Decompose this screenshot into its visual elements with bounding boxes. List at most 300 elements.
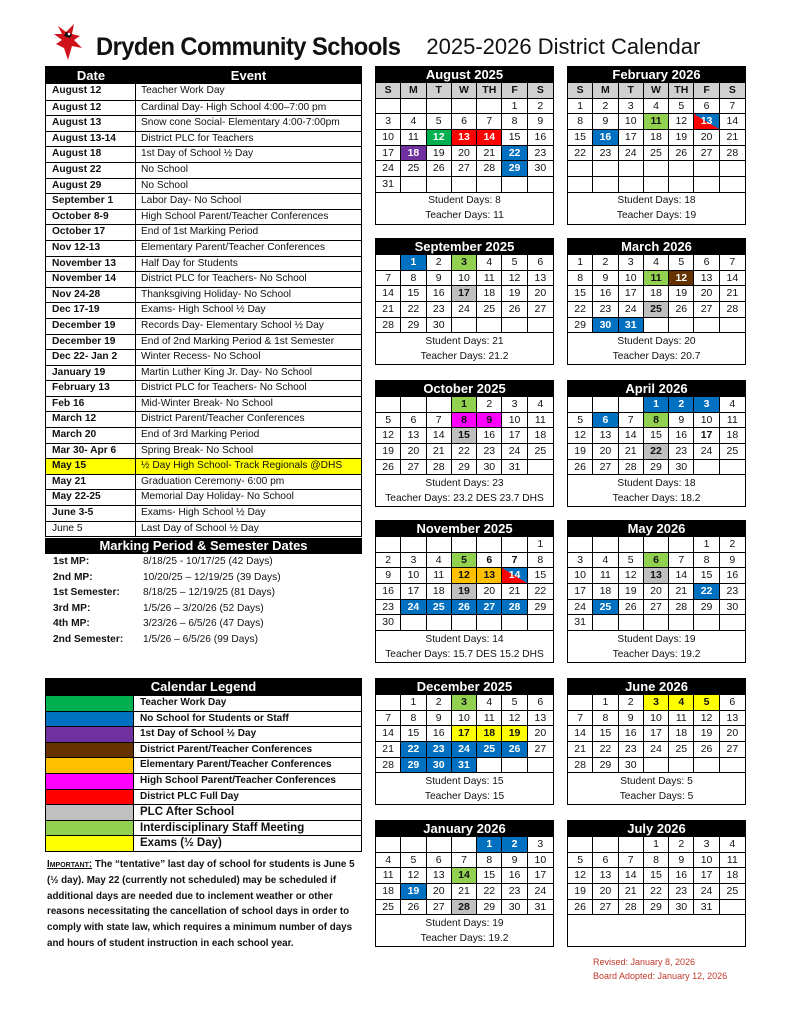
day-cell: 10	[502, 413, 527, 429]
student-days: Student Days: 18	[617, 195, 696, 207]
day-cell: 6	[694, 99, 719, 115]
empty-cell	[694, 758, 719, 774]
empty-cell	[477, 99, 502, 115]
day-cell: 9	[477, 413, 502, 429]
day-cell: 8	[401, 271, 426, 287]
day-cell: 27	[452, 161, 477, 177]
day-cell: 17	[401, 584, 426, 600]
empty-cell	[502, 615, 527, 631]
empty-cell	[376, 695, 401, 711]
day-cell: 8	[593, 711, 618, 727]
day-cell: 20	[401, 444, 426, 460]
day-cell: 7	[376, 711, 401, 727]
day-cell: 14	[452, 868, 477, 884]
day-cell: 11	[669, 711, 694, 727]
marking-period-label: 1st Semester:	[53, 587, 120, 598]
day-cell: 23	[720, 584, 745, 600]
day-cell: 5	[669, 99, 694, 115]
empty-cell	[376, 537, 401, 553]
event-description: End of 3rd Marking Period	[141, 429, 260, 441]
legend-item	[46, 820, 361, 836]
day-cell: 21	[669, 584, 694, 600]
day-cell: 2	[720, 537, 745, 553]
day-cell: 13	[477, 568, 502, 584]
day-cell: 24	[376, 161, 401, 177]
legend-label: Exams (½ Day)	[140, 837, 222, 850]
board-adopted-date: Board Adopted: January 12, 2026	[593, 971, 728, 981]
day-cell: 20	[593, 884, 618, 900]
day-cell: 22	[644, 444, 669, 460]
day-cell: 27	[694, 146, 719, 162]
legend-item	[46, 711, 361, 727]
day-cell: 16	[619, 726, 644, 742]
teacher-days: Teacher Days: 5	[619, 790, 694, 802]
event-row	[46, 489, 361, 505]
marking-period-label: 2nd Semester:	[53, 633, 124, 645]
student-days: Student Days: 21	[425, 335, 504, 347]
empty-cell	[376, 255, 401, 271]
empty-cell	[427, 177, 452, 193]
month-grid	[568, 397, 745, 475]
month-calendar	[567, 238, 746, 365]
day-cell: 14	[720, 114, 745, 130]
day-cell: 4	[720, 837, 745, 853]
day-cell: 3	[376, 114, 401, 130]
empty-cell	[669, 161, 694, 177]
legend-swatch	[46, 696, 134, 711]
day-cell: 25	[427, 600, 452, 616]
day-cell: 11	[477, 711, 502, 727]
day-cell: 15	[401, 726, 426, 742]
day-cell: 12	[568, 868, 593, 884]
day-cell: 8	[502, 114, 527, 130]
month-footer	[376, 193, 553, 224]
empty-cell	[502, 537, 527, 553]
day-cell: 26	[502, 742, 527, 758]
marking-periods	[45, 538, 362, 647]
event-description: No School	[141, 163, 189, 175]
important-text: The “tentative” last day of school for students is June 5 (½ day). May 22 (currently not scheduled) may be scheduled if additional days are needed due to inclement weather or other reasons necessitating the cancellation of school days in order to comply with state law, which requires a minimum number of days and hours of student instruction in each school year.	[47, 859, 355, 949]
day-cell: 12	[669, 114, 694, 130]
day-cell: 24	[619, 146, 644, 162]
event-date: December 19	[46, 319, 136, 334]
legend-swatch	[46, 758, 134, 773]
day-cell: 29	[694, 600, 719, 616]
empty-cell	[593, 161, 618, 177]
weekday-header: S	[528, 83, 553, 99]
day-cell: 29	[477, 900, 502, 916]
day-cell: 27	[720, 742, 745, 758]
month-title: November 2025	[376, 521, 553, 537]
weekday-header: W	[644, 83, 669, 99]
month-calendar	[567, 520, 746, 663]
empty-cell	[401, 397, 426, 413]
event-date: August 18	[46, 147, 136, 162]
event-description: Mid-Winter Break- No School	[141, 397, 273, 409]
day-cell: 28	[427, 460, 452, 476]
day-cell: 29	[502, 161, 527, 177]
month-grid	[568, 695, 745, 773]
day-cell: 4	[593, 553, 618, 569]
student-days: Student Days: 5	[620, 775, 693, 787]
day-cell: 2	[477, 397, 502, 413]
day-cell: 20	[452, 146, 477, 162]
month-title: August 2025	[376, 67, 553, 83]
event-date: May 22-25	[46, 490, 136, 505]
day-cell: 1	[502, 99, 527, 115]
day-cell: 24	[528, 884, 553, 900]
day-cell: 11	[644, 271, 669, 287]
month-footer	[568, 193, 745, 224]
day-cell: 7	[477, 114, 502, 130]
marking-period-row	[45, 601, 362, 617]
day-cell: 16	[528, 130, 553, 146]
event-date: Mar 30- Apr 6	[46, 444, 136, 459]
day-cell: 17	[528, 868, 553, 884]
day-cell: 27	[477, 600, 502, 616]
day-cell: 23	[669, 884, 694, 900]
teacher-days: Teacher Days: 19.2	[612, 648, 701, 660]
day-cell: 25	[376, 900, 401, 916]
empty-cell	[477, 537, 502, 553]
day-cell: 26	[376, 460, 401, 476]
event-date: March 20	[46, 428, 136, 443]
empty-cell	[669, 537, 694, 553]
empty-cell	[528, 318, 553, 334]
calendar-title: 2025-2026 District Calendar	[426, 34, 701, 59]
day-cell: 28	[669, 600, 694, 616]
month-calendar	[375, 820, 554, 947]
day-cell: 17	[502, 428, 527, 444]
day-cell: 4	[644, 255, 669, 271]
legend-title: Calendar Legend	[46, 679, 361, 695]
day-cell: 3	[619, 255, 644, 271]
marking-period-label: 4th MP:	[53, 618, 90, 629]
day-cell: 30	[427, 318, 452, 334]
day-cell: 21	[427, 444, 452, 460]
day-cell: 31	[376, 177, 401, 193]
event-description: District PLC for Teachers	[141, 132, 254, 144]
event-description: District PLC for Teachers- No School	[141, 382, 307, 394]
day-cell: 8	[528, 553, 553, 569]
day-cell: 11	[401, 130, 426, 146]
empty-cell	[502, 177, 527, 193]
event-row	[46, 334, 361, 350]
empty-cell	[502, 318, 527, 334]
day-cell: 21	[720, 130, 745, 146]
day-cell: 16	[593, 130, 618, 146]
day-cell: 15	[644, 868, 669, 884]
day-cell: 28	[720, 146, 745, 162]
day-cell: 12	[619, 568, 644, 584]
day-cell: 2	[427, 255, 452, 271]
day-cell: 17	[694, 428, 719, 444]
empty-cell	[644, 758, 669, 774]
day-cell: 1	[477, 837, 502, 853]
empty-cell	[720, 161, 745, 177]
day-cell: 4	[477, 695, 502, 711]
day-cell: 30	[477, 460, 502, 476]
event-date: August 12	[46, 84, 136, 100]
day-cell: 14	[376, 286, 401, 302]
day-cell: 25	[644, 146, 669, 162]
student-days: Student Days: 18	[617, 477, 696, 489]
day-cell: 2	[593, 255, 618, 271]
day-cell: 16	[427, 726, 452, 742]
empty-cell	[720, 900, 745, 916]
day-cell: 2	[376, 553, 401, 569]
day-cell: 19	[427, 146, 452, 162]
day-cell: 1	[694, 537, 719, 553]
calendar-legend	[45, 678, 362, 852]
day-cell: 26	[619, 600, 644, 616]
legend-label: District PLC Full Day	[140, 790, 239, 802]
day-cell: 3	[452, 255, 477, 271]
day-cell: 26	[401, 900, 426, 916]
event-description: Records Day- Elementary School ½ Day	[141, 319, 324, 331]
event-date: November 13	[46, 257, 136, 272]
day-cell: 13	[452, 130, 477, 146]
page-header	[52, 22, 700, 62]
day-cell: 7	[376, 271, 401, 287]
event-row	[46, 146, 361, 162]
event-description: ½ Day High School- Track Regionals @DHS	[141, 460, 343, 472]
event-date: Nov 24-28	[46, 288, 136, 303]
day-cell: 12	[669, 271, 694, 287]
legend-swatch	[46, 743, 134, 758]
empty-cell	[644, 537, 669, 553]
day-cell: 9	[376, 568, 401, 584]
legend-swatch	[46, 774, 134, 789]
event-description: District PLC for Teachers- No School	[141, 273, 307, 285]
month-calendar	[375, 66, 554, 225]
day-cell: 29	[452, 460, 477, 476]
day-cell: 6	[528, 255, 553, 271]
legend-item	[46, 742, 361, 758]
day-cell: 4	[528, 397, 553, 413]
day-cell: 29	[401, 758, 426, 774]
event-row	[46, 209, 361, 225]
teacher-days: Teacher Days: 21.2	[420, 350, 509, 362]
empty-cell	[477, 615, 502, 631]
event-date: August 13-14	[46, 132, 136, 147]
day-cell: 7	[720, 255, 745, 271]
day-cell: 21	[619, 884, 644, 900]
event-description: Graduation Ceremony- 6:00 pm	[141, 475, 285, 487]
day-cell: 9	[669, 853, 694, 869]
teacher-days: Teacher Days: 20.7	[612, 350, 701, 362]
event-date: March 12	[46, 412, 136, 427]
day-cell: 22	[568, 146, 593, 162]
day-cell: 6	[720, 695, 745, 711]
empty-cell	[720, 615, 745, 631]
event-date: December 19	[46, 335, 136, 350]
event-date: February 13	[46, 381, 136, 396]
month-footer	[376, 915, 553, 946]
teacher-days: Teacher Days: 15	[424, 790, 505, 802]
marking-period-row	[45, 554, 362, 570]
student-days: Student Days: 15	[425, 775, 504, 787]
day-cell: 3	[401, 553, 426, 569]
day-cell: 24	[452, 742, 477, 758]
month-footer	[376, 773, 553, 804]
day-cell: 20	[694, 286, 719, 302]
day-cell: 12	[502, 271, 527, 287]
day-cell: 1	[644, 397, 669, 413]
day-cell: 14	[427, 428, 452, 444]
day-cell: 20	[528, 286, 553, 302]
student-days: Student Days: 8	[428, 195, 501, 207]
month-title: March 2026	[568, 239, 745, 255]
event-date: Nov 12-13	[46, 241, 136, 256]
day-cell: 14	[669, 568, 694, 584]
day-cell: 31	[502, 460, 527, 476]
empty-cell	[452, 615, 477, 631]
month-grid	[568, 537, 745, 631]
events-table	[45, 66, 362, 537]
day-cell: 29	[528, 600, 553, 616]
weekday-header: TH	[669, 83, 694, 99]
day-cell: 23	[528, 146, 553, 162]
empty-cell	[376, 99, 401, 115]
day-cell: 25	[720, 444, 745, 460]
empty-cell	[593, 837, 618, 853]
event-date: October 17	[46, 225, 136, 240]
day-cell: 23	[502, 884, 527, 900]
day-cell: 11	[427, 568, 452, 584]
weekday-header: F	[502, 83, 527, 99]
day-cell: 21	[720, 286, 745, 302]
empty-cell	[528, 460, 553, 476]
day-cell: 13	[720, 711, 745, 727]
month-title: July 2026	[568, 821, 745, 837]
weekday-header: M	[593, 83, 618, 99]
day-cell: 28	[619, 900, 644, 916]
day-cell: 30	[376, 615, 401, 631]
event-date: June 3-5	[46, 506, 136, 521]
day-cell: 14	[619, 868, 644, 884]
day-cell: 28	[477, 161, 502, 177]
event-date: May 15	[46, 459, 136, 474]
day-cell: 23	[669, 444, 694, 460]
day-cell: 15	[477, 868, 502, 884]
marking-period-row	[45, 632, 362, 648]
day-cell: 15	[568, 286, 593, 302]
month-title: January 2026	[376, 821, 553, 837]
empty-cell	[619, 177, 644, 193]
marking-periods-title: Marking Period & Semester Dates	[45, 538, 362, 554]
day-cell: 27	[644, 600, 669, 616]
important-label: Important:	[47, 859, 93, 870]
day-cell: 1	[452, 397, 477, 413]
month-calendar	[375, 678, 554, 805]
student-days: Student Days: 19	[425, 917, 504, 929]
day-cell: 14	[477, 130, 502, 146]
day-cell: 22	[477, 884, 502, 900]
day-cell: 17	[694, 868, 719, 884]
empty-cell	[427, 615, 452, 631]
day-cell: 7	[427, 413, 452, 429]
empty-cell	[452, 99, 477, 115]
legend-label: District Parent/Teacher Conferences	[140, 743, 313, 755]
day-cell: 7	[619, 853, 644, 869]
event-description: Thanksgiving Holiday- No School	[141, 288, 292, 300]
empty-cell	[619, 397, 644, 413]
empty-cell	[401, 177, 426, 193]
empty-cell	[644, 161, 669, 177]
day-cell: 29	[593, 758, 618, 774]
event-description: End of 1st Marking Period	[141, 226, 259, 238]
day-cell: 4	[477, 255, 502, 271]
legend-label: Teacher Work Day	[140, 697, 227, 708]
event-date: August 29	[46, 179, 136, 194]
day-cell: 20	[644, 584, 669, 600]
weekday-header: S	[568, 83, 593, 99]
day-cell: 10	[452, 271, 477, 287]
month-grid	[376, 695, 553, 773]
day-cell: 12	[694, 711, 719, 727]
day-cell: 1	[528, 537, 553, 553]
marking-period-row	[45, 616, 362, 632]
weekday-header: T	[619, 83, 644, 99]
empty-cell	[568, 537, 593, 553]
day-cell: 18	[644, 130, 669, 146]
empty-cell	[401, 537, 426, 553]
weekday-header: F	[694, 83, 719, 99]
empty-cell	[694, 318, 719, 334]
day-cell: 22	[452, 444, 477, 460]
empty-cell	[669, 615, 694, 631]
empty-cell	[376, 397, 401, 413]
event-date: May 21	[46, 475, 136, 490]
day-cell: 16	[593, 286, 618, 302]
empty-cell	[593, 177, 618, 193]
day-cell: 13	[593, 868, 618, 884]
empty-cell	[401, 99, 426, 115]
day-cell: 23	[593, 146, 618, 162]
empty-cell	[452, 537, 477, 553]
day-cell: 26	[568, 460, 593, 476]
marking-period-dates: 8/18/25 – 12/19/25 (81 Days)	[143, 587, 275, 598]
day-cell: 8	[568, 114, 593, 130]
empty-cell	[694, 177, 719, 193]
day-cell: 28	[619, 460, 644, 476]
day-cell: 2	[669, 837, 694, 853]
event-column-header: Event	[230, 68, 267, 83]
day-cell: 28	[502, 600, 527, 616]
month-footer	[568, 333, 745, 364]
day-cell: 21	[477, 146, 502, 162]
day-cell: 23	[593, 302, 618, 318]
day-cell: 5	[502, 255, 527, 271]
day-cell: 3	[452, 695, 477, 711]
event-row	[46, 84, 361, 100]
day-cell: 15	[694, 568, 719, 584]
day-cell: 26	[568, 900, 593, 916]
empty-cell	[694, 460, 719, 476]
day-cell: 2	[593, 99, 618, 115]
day-cell: 21	[452, 884, 477, 900]
day-cell: 31	[528, 900, 553, 916]
day-cell: 14	[376, 726, 401, 742]
day-cell: 27	[593, 900, 618, 916]
event-description: Snow cone Social- Elementary 4:00-7:00pm	[141, 117, 340, 129]
month-calendar	[375, 520, 554, 663]
day-cell: 13	[644, 568, 669, 584]
day-cell: 16	[376, 584, 401, 600]
day-cell: 16	[720, 568, 745, 584]
teacher-days: Teacher Days: 18.2	[612, 492, 701, 504]
